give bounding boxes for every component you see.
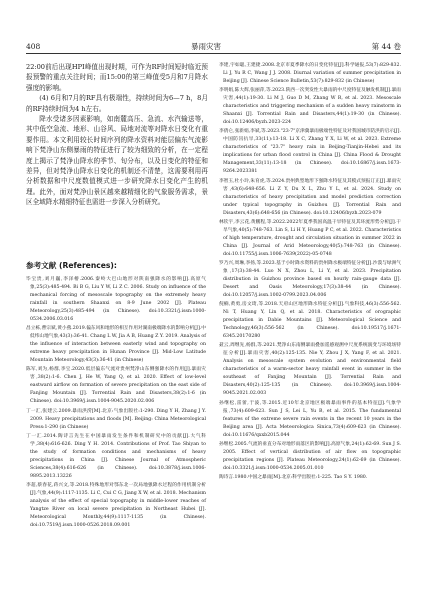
paragraph: (4) 6月和7月的RF具有极端性，持续时间为6—7 h，8月的RF持续时间为4 h左右。 bbox=[26, 94, 208, 113]
reference-entry: 聂云,周继先,杨群,等.2021.梵净山东南侧暴雨叠加遥感观测中尺度系统演变与环境场特征分析[J].暴雨灾害,40(2):125-135. Nie Y, Zhou J X, Yang F, et al. 2021. Analysis on mesoscale system evolution and environmental field characteristics of a warm-sector heavy rainfall event in summer in the southeast of Fanjing Mountain [J]. Torrential Rain and Disasters,40(2):125-135 (in Chinese). doi:10.3969/j.issn.1004-9045.2021.02.003 bbox=[219, 343, 401, 397]
reference-entry: 丁一汇.2014.陶诗言先生在中国暴雨发生条件和机制研究中的贡献[J].大气科学,38(4):616-626. Ding Y H. 2014. Contributions of Prof. Tao Shiyan to the study of formation conditions and mechanisms of heavy precipitations in China [J]. Chinese Journal of Atmospheric Sciences,38(4):616-626 (in Chinese). doi:10.3878/j.issn.1006-9895.2013.13226 bbox=[26, 433, 206, 479]
reference-entry: 陶诗言.1980.中国之暴雨[M].北京:科学出版社:1-225. Tao S Y. 1980. bbox=[219, 474, 368, 480]
page-number: 408 bbox=[26, 42, 41, 51]
reference-entry: 林钦宇,李云花,黄鹏程,等.2022.2022年夏季我国高温干旱特征及其环流形势分析[J].干旱气象,40(5):748-763. Lin S, Li H Y, Huang P C, et al. 2022. Characteristics of high temperature, drought and circulation situation in summer 2022 in China [J]. Journal of Arid Meteorology,40(5):748-763 (in Chinese). doi:10.11755/j.issn.1006-7639(2022)-05-0748 bbox=[219, 219, 401, 257]
references-heading: 参考文献 (References): bbox=[26, 261, 117, 270]
reference-entry: 陈军,刘为,杨群,李宝.2020.低层偏东气流对贵州梵净山东侧强降水的作用[J].暴雨灾害,38(2):1-6. Chen J, He W, Yang Q, et al. 2020. Effect of low-level eastward airflow on formation of severe precipitation on the east side of Fanjing Mountain [J]. Torrential Rain and Disasters,38(2):1-6 (in Chinese). doi:10.3969/j.issn.1004-9045.2020.02.006 bbox=[26, 367, 206, 405]
reference-entry: 孙继松,雷蕾,于波,等.2015.近10年北京地区极端暴雨事件的基本特征[J].气象学报,73(4):609-623. Sun J S, Lei L, Yu B, et al. 2015. The fundamental features of the extreme severe rain events in the recent 10 years in the Beijing area [J]. Acta Meteorologica Sinica,73(4):609-623 (in Chinese). doi:10.11676/qxxb2015.044 bbox=[219, 400, 401, 438]
reference-entry: 倪楠,黄勇,房文琦,等.2018.天府山区地形降水特征分析[J].气象科技,46(3):556-562. Ni T, Huang Y, Lin Q, et al. 2018. Characteristics of orographic precipitation in Dabie Mountains [J]. Meteorological Science and Technology,46(3):556-562 (in Chinese). doi:10.19517/j.1671-6345.20170280 bbox=[219, 302, 401, 340]
reference-entry: 李智玉,杜小玲,朱育虎,等.2024.贵州典型地形下强降水特征及其模式预报订正[J].暴雨灾害,43(6):648-656. Li Z Y, Du X L, Zhu Y L, et al. 2024. Study on characteristics of heavy precipitation and model prediction correction under typical topography in Guizhou [J]. Torrential Rain and Disasters,43(6):648-656 (in Chinese). doi:10.12406/byzh.2023-079 bbox=[219, 178, 401, 216]
paragraph: 降水受诸多因素影响，如南麓高压、急流、水汽输送等，其中低空急流、地形、山谷风、局地对流等对降水日变化有重要作用。本文利用较长时间序列的降水资料对能层偏东气流影响下梵净山东侧暴雨的特征进行了较为细致的分析，在一定程度上揭示了梵净山降水的季节、旬分布，以及日变化的特征和差异，但对梵净山降水日变化的机制还不清楚，这需要利用再分析数据和中尺度数值模式进一步研究降水日变化产生的机理。此外，面对梵净山景区越来越精细化的气象服务需求，景区全域降水精细特征也需进一步深入分析研究。 bbox=[26, 115, 208, 207]
paragraph: 22:00前后出现HPI峰值出现时期，可作为RF时间短时临近预报预警的重点关注时间；而15:00的第三峰值受5月和7月降水强度的影响。 bbox=[26, 63, 208, 92]
reference-entry: 罗乃兴,周琳,李扬,等.2023.基于小时降水资料的贵州降水极端特征分析[J].沙漠与绿洲气象,17(3):38-44. Luo N X, Zhou L, Li Y, et al. 2023. Precipitation distribution in Guizhou province based on hourly rain-gauge data [J]. Desert and Oasis Meteorology,17(3):38-44 (in Chinese). doi:10.12057/j.issn.1002-0799.2023.04.006 bbox=[219, 260, 401, 298]
references-right-column bbox=[219, 62, 401, 569]
reference-entry: 李建,宇如聪,王建捷.2008.北京市夏季降水的日变化特征[J].科学通报,53(7):829-832. Li J, Yu R C, Wang J J. 2008. Diurnal variation of summer precipitation in Beijing [J]. Chinese Science Bulletin,53(7):829-832 (in Chinese) bbox=[219, 63, 401, 84]
reference-entry: 毕宝贵,刘月巍,李泽椿.2006.秦岭大巴山地形对陕南强降水的影响[J].高原气象,25(3):485-494. Bi B G, Liu Y W, Li Z C. 2006. Study on influence of the mechanical forcing of mesoscale topography on the extremely heavy rainfall in southern Shaanxi on 8-9 June 2002 [J]. Plateau Meteorology,25(3):485-494 (in Chinese). doi:10.3321/j.issn:1000-0534.2006.03.016 bbox=[26, 277, 206, 322]
reference-entry: 李倩仑,张新娟,李斌,等.2023."23·7"京津冀暴雨极端性特征及对我国城市防洪的启示[J].中国防汛抗旱,33(11):13-18. Li X C, Zhang Y X, Li W, et al. 2023. Extreme characteristics of "23.7" heavy rain in Beijing-Tianjin-Hebei and its implications for urban flood control in China [J]. China Flood & Drought Management,33(11):13-18 (in Chinese). doi:10.16867/j.issn.1673-9264.2023381 bbox=[219, 129, 401, 175]
references-left-column bbox=[26, 276, 206, 569]
journal-name: 暴雨灾害 bbox=[191, 42, 221, 51]
conclusion-text bbox=[26, 62, 208, 208]
volume-label: 第 44 卷 bbox=[371, 42, 401, 51]
reference-entry: 丁一汇,张建云.2009.暴雨洪涝[M].北京:气象出版社:1-290. Ding Y H, Zhang J Y. 2009. Heavy precipitations and floods [M]. Beijing: China Meteorological Press:1-290 (in Chinese) bbox=[26, 408, 206, 430]
running-header bbox=[26, 40, 401, 52]
reference-entry: 孙继松.2005.气流的垂直分布对地形雨落区的影响[J].高原气象,24(1):62-69. Sun J S. 2005. Effect of vertical distribution of air flow on topographic precipitation regions [J]. Plateau Meteorology,24(1):62-69 (in Chinese). doi:10.3321/j.issn:1000-0534.2005.01.010 bbox=[219, 441, 401, 471]
header-rule bbox=[26, 53, 401, 54]
reference-entry: 李超,蔡春花,蒋兴文,等.2018.特殊地形对鄂东北一次局地强降水过程的作用机制分析[J].气象,44(9):1117-1135. Li C, Cui C G, Jiang X W, et al. 2018. Mechanism analysis of the effect of special topography in middle-lower reaches of Yangtze River on local severe precipitation in Northeast Hubei [J]. Meteorological Monthly,44(9):1117-1135 (in Chinese). doi:10.7519/j.issn.1000-0526.2018.09.001 bbox=[26, 482, 206, 528]
reference-entry: 昌立栋,曹宗斌,黄小燕.2019.偏东风和地形的相互作用对湖南极端降水的影响分析[J].中低纬山地气象,43(3):36-41. Chang L W, Jia A B, Huang Z Y. 2019. Analysis of the influence of interaction between easterly wind and topography on extreme heavy precipitation in Hunan Province [J]. Mid-Low Latitude Mountain Meteorology,43(3):36-41 (in Chinese) bbox=[26, 326, 206, 364]
reference-entry: 李明娟,陈大辉,张丽萍,等.2023.陕西一次突发性大暴雨的中尺度特征及触发机制[J].暴雨灾害,44(1):19-30. Li M J, Guo D M, Zhang W R, et al. 2023. Mesoscale characteristics and triggering mechanism of a sudden heavy rainstorm in Shaanxi [J]. Torrential Rain and Disasters,44(1):19-30 (in Chinese). doi:10.12406/byzh.2023-224 bbox=[219, 88, 401, 126]
